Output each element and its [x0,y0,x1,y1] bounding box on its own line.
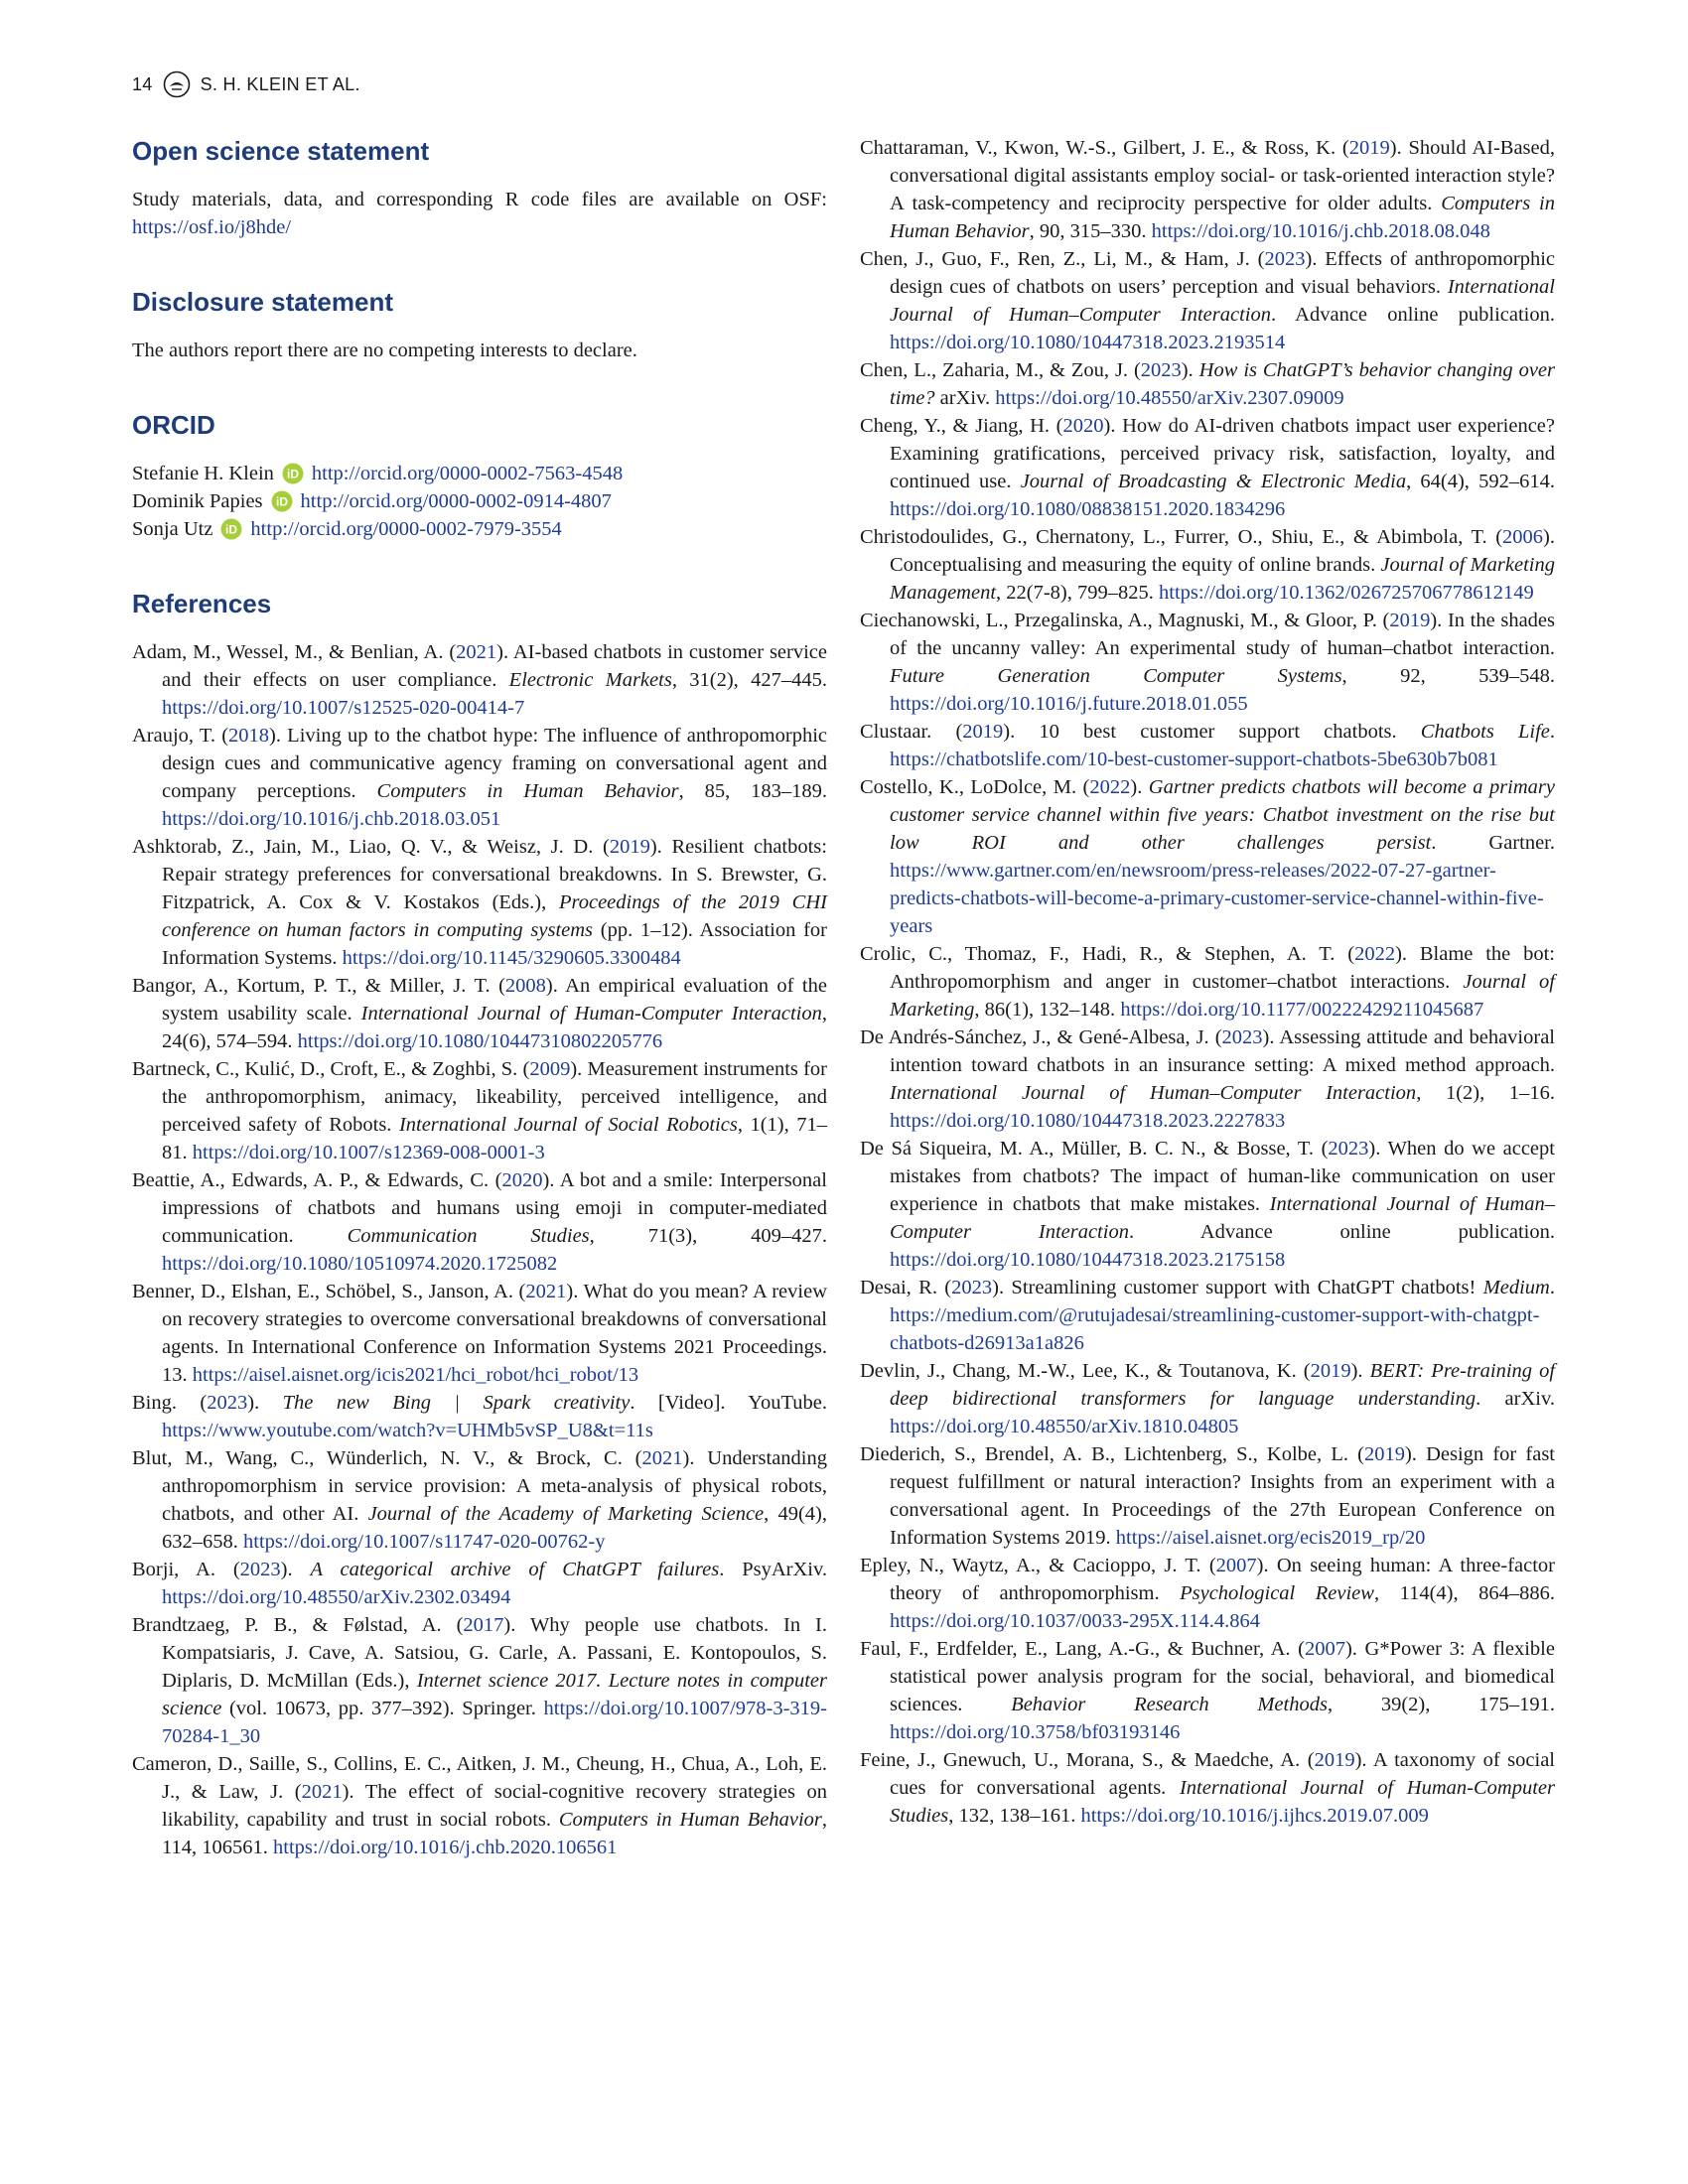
orcid-link[interactable]: http://orcid.org/0000-0002-7563-4548 [311,463,624,484]
svg-text:iD: iD [225,522,238,537]
svg-text:iD: iD [286,467,299,481]
ref-authors: Ciechanowski, L., Przegalinska, A., Magnuski, M., & Gloor, P. ( [860,610,1390,631]
ref-title: ). G*Power 3: A flexible statistical power analysis program for the social, behavioral, and biomedical sciences. [890,1638,1555,1715]
ref-source: Journal of Broadcasting & Electronic Media [1020,471,1407,492]
reference-entry [132,972,827,1055]
reference-entry [132,1278,827,1389]
ref-title: ). A taxonomy of social cues for conversational agents. [890,1749,1555,1799]
reference-entry [132,638,827,722]
ref-source: Behavior Research Methods [1011,1694,1328,1715]
ref-details: arXiv. [934,387,996,409]
ref-details: , 24(6), 574–594. [162,1003,827,1052]
ref-doi-link[interactable]: https://doi.org/10.1145/3290605.3300484 [342,947,681,969]
ref-authors: De Andrés-Sánchez, J., & Gené-Albesa, J. ( [860,1026,1222,1048]
ref-details: . [1549,1277,1555,1298]
ref-year-link[interactable]: 2021 [456,641,497,663]
ref-source: International Journal of Human-Computer Studies [890,1777,1555,1827]
ref-authors: Bing. ( [132,1392,208,1414]
running-head: S. H. KLEIN ET AL. [200,73,360,94]
ref-authors: Brandtzaeg, P. B., & Følstad, A. ( [132,1614,464,1636]
ref-source: Psychological Review [1180,1582,1374,1604]
ref-authors: Ashktorab, Z., Jain, M., Liao, Q. V., & Weisz, J. D. ( [132,836,610,858]
ref-year-link[interactable]: 2019 [1389,610,1431,631]
left-column [132,134,827,1861]
ref-details: , 90, 315–330. [1029,220,1152,242]
ref-authors: Cameron, D., Saille, S., Collins, E. C., Aitken, J. M., Cheung, H., Chua, A., Loh, E. J., & Law, J. ( [132,1753,827,1803]
reference-entry [860,1635,1555,1746]
ref-title: ). Should AI-Based, conversational digital assistants employ social- or task-oriented interaction style? A task-competency and reciprocity perspective for older adults. [890,137,1555,214]
ref-title: ). Understanding anthropomorphism in service provision: A meta-analysis of physical robots, chatbots, and other AI. [162,1447,827,1525]
ref-authors: Benner, D., Elshan, E., Schöbel, S., Janson, A. ( [132,1281,526,1302]
ref-details: , 64(4), 592–614. [1406,471,1556,492]
ref-source: International Journal of Human–Computer Interaction [890,1193,1556,1243]
ref-authors: Chattaraman, V., Kwon, W.-S., Gilbert, J. E., & Ross, K. ( [860,137,1349,159]
ref-source: Electronic Markets [508,669,672,691]
ref-title: ). Conceptualising and measuring the equity of online brands. [890,526,1555,576]
reference-entry [860,356,1555,412]
ref-doi-link[interactable]: https://doi.org/10.3758/bf03193146 [890,1721,1181,1743]
reference-entry [860,1746,1555,1830]
ref-source: Medium [1482,1277,1550,1298]
ref-year-link[interactable]: 2022 [1089,776,1131,798]
ref-authors: Christodoulides, G., Chernatony, L., Furrer, O., Shiu, E., & Abimbola, T. ( [860,526,1503,548]
ref-doi-link[interactable]: https://doi.org/10.1007/s11747-020-00762-y [243,1531,606,1553]
ref-doi-link[interactable]: https://chatbotslife.com/10-best-customer-support-chatbots-5be630b7b081 [890,749,1498,770]
ref-doi-link[interactable]: https://doi.org/10.48550/arXiv.2302.03494 [162,1586,511,1608]
ref-doi-link[interactable]: https://aisel.aisnet.org/ecis2019_rp/20 [1115,1527,1426,1549]
ref-year-link[interactable]: 2006 [1502,526,1544,548]
orcid-icon [282,463,304,484]
ref-title: ). Living up to the chatbot hype: The influence of anthropomorphic design cues and communicative agency framing on conversational agent and company perceptions. [162,725,827,802]
ref-doi-link[interactable]: https://doi.org/10.1362/026725706778612149 [1159,582,1534,604]
ref-authors: Clustaar. ( [860,721,963,743]
ref-year-link[interactable]: 2023 [239,1559,281,1580]
ref-details: (vol. 10673, pp. 377–392). Springer. [221,1698,544,1719]
ref-authors: Desai, R. ( [860,1277,952,1298]
ref-doi-link[interactable]: https://doi.org/10.1016/j.future.2018.01.055 [890,693,1248,715]
ref-details: . Gartner. [1431,832,1555,854]
ref-authors: Cheng, Y., & Jiang, H. ( [860,415,1063,437]
ref-title: ). [1130,776,1149,798]
references-list-right [860,134,1555,1830]
open-science-text: Study materials, data, and corresponding R code files are available on OSF: https://osf.io/j8hde/ [132,189,827,238]
reference-entry [860,773,1555,940]
ref-authors: De Sá Siqueira, M. A., Müller, B. C. N., & Bosse, T. ( [860,1138,1329,1160]
orcid-section [132,408,827,543]
page-number: 14 [132,73,153,94]
ref-authors: Devlin, J., Chang, M.-W., Lee, K., & Toutanova, K. ( [860,1360,1311,1382]
orcid-icon [220,518,242,540]
ref-title: ). Streamlining customer support with ChatGPT chatbots! [992,1277,1483,1298]
ref-doi-link[interactable]: https://doi.org/10.1037/0033-295X.114.4.864 [890,1610,1260,1632]
ref-source: Communication Studies [347,1225,590,1247]
ref-doi-link[interactable]: https://www.youtube.com/watch?v=UHMb5vSP_U8&t=11s [162,1420,653,1441]
ref-details: . [Video]. YouTube. [630,1392,827,1414]
orcid-entry [132,487,827,515]
orcid-list [132,460,827,543]
ref-year-link[interactable]: 2018 [228,725,270,747]
ref-source: International Journal of Human-Computer Interaction [360,1003,822,1024]
ref-year-link[interactable]: 2023 [1140,359,1182,381]
ref-source: Chatbots Life [1420,721,1550,743]
section-heading: Disclosure statement [132,287,393,317]
ref-source: International Journal of Human–Computer Interaction [890,1082,1417,1104]
ref-authors: Beattie, A., Edwards, A. P., & Edwards, C. ( [132,1169,502,1191]
ref-source: Gartner predicts chatbots will become a primary customer service channel within five years: Chatbot investment on the rise but low ROI and other challenges persist [890,776,1556,854]
ref-title: ). 10 best customer support chatbots. [1003,721,1421,743]
author-name: Sonja Utz [132,518,213,540]
ref-authors: Bangor, A., Kortum, P. T., & Miller, J. T. ( [132,975,505,997]
ref-source: International Journal of Social Robotics [398,1114,738,1136]
ref-title: ). The effect of social-cognitive recovery strategies on likability, capability and trust in social robots. [162,1781,827,1831]
reference-entry [860,1135,1555,1274]
ref-source: Computers in Human Behavior [558,1809,822,1831]
ref-title: ). How do AI-driven chatbots impact user experience? Examining gratifications, perceived privacy risk, satisfaction, loyalty, and continued use. [890,415,1555,492]
ref-title: ). Blame the bot: Anthropomorphism and anger in customer–chatbot interactions. [890,943,1555,993]
ref-details: . Advance online publication. [1128,1221,1555,1243]
running-header [132,69,360,99]
reference-entry [860,1357,1555,1440]
ref-doi-link[interactable]: https://doi.org/10.1080/10510974.2020.1725082 [162,1253,558,1275]
reference-entry [132,1055,827,1166]
right-column [860,134,1555,1830]
ref-source: BERT: Pre-training of deep bidirectional transformers for language understanding [890,1360,1556,1410]
ref-source: Computers in Human Behavior [376,780,679,802]
ref-details: , 85, 183–189. [678,780,827,802]
ref-authors: Epley, N., Waytz, A., & Cacioppo, J. T. ( [860,1555,1216,1576]
ref-doi-link[interactable]: https://medium.com/@rutujadesai/streamlining-customer-support-with-chatgpt-chatbots-d26913a1a826 [890,1304,1540,1354]
ref-source: Internet science 2017. Lecture notes in computer science [162,1670,828,1719]
reference-entry [132,1556,827,1611]
ref-year-link[interactable]: 2023 [1328,1138,1369,1160]
reference-entry [132,1611,827,1750]
ref-year-link[interactable]: 2008 [504,975,546,997]
reference-entry [132,833,827,972]
ref-source: International Journal of Human–Computer Interaction [890,276,1555,326]
reference-entry [132,1444,827,1556]
ref-doi-link[interactable]: https://doi.org/10.1007/s12525-020-00414-7 [162,697,525,719]
disclosure-text: The authors report there are no competing interests to declare. [132,340,637,361]
ref-doi-link[interactable]: https://doi.org/10.1016/j.chb.2018.08.048 [1151,220,1490,242]
ref-title: ). Why people use chatbots. In I. Kompatsiaris, J. Cave, A. Satsiou, G. Carle, A. Passani, E. Kontopoulos, S. Diplaris, D. McMillan (Eds.), [162,1614,827,1692]
open-science-section [132,134,827,241]
ref-authors: Crolic, C., Thomaz, F., Hadi, R., & Stephen, A. T. ( [860,943,1355,965]
ref-doi-link[interactable]: https://doi.org/10.1177/00222429211045687 [1120,999,1484,1021]
ref-authors: Faul, F., Erdfelder, E., Lang, A.-G., & Buchner, A. ( [860,1638,1305,1660]
ref-year-link[interactable]: 2019 [1348,137,1390,159]
reference-entry [860,523,1555,607]
ref-details: , 1(1), 71–81. [162,1114,828,1163]
reference-entry [860,1552,1555,1635]
ref-authors: Borji, A. ( [132,1559,240,1580]
ref-title: ). A bot and a smile: Interpersonal impressions of chatbots and humans using emoji in computer-mediated communication. [162,1169,827,1247]
ref-source: Computers in Human Behavior [890,193,1555,242]
orcid-entry [132,515,827,543]
orcid-link[interactable]: http://orcid.org/0000-0002-7979-3554 [250,518,562,540]
ref-year-link[interactable]: 2020 [501,1169,543,1191]
ref-year-link[interactable]: 2007 [1215,1555,1257,1576]
references-section [132,587,827,1861]
ref-details: , 86(1), 132–148. [974,999,1121,1021]
ref-year-link[interactable]: 2009 [529,1058,571,1080]
ref-source: Journal of the Academy of Marketing Science [367,1503,765,1525]
ref-authors: Costello, K., LoDolce, M. ( [860,776,1090,798]
ref-authors: Araujo, T. ( [132,725,229,747]
ref-authors: Diederich, S., Brendel, A. B., Lichtenberg, S., Kolbe, L. ( [860,1443,1364,1465]
author-name: Dominik Papies [132,490,263,512]
ref-year-link[interactable]: 2019 [1310,1360,1351,1382]
ref-title: ). On seeing human: A three-factor theory of anthropomorphism. [890,1555,1555,1604]
ref-source: A categorical archive of ChatGPT failures [310,1559,720,1580]
reference-entry [860,134,1555,245]
ref-year-link[interactable]: 2019 [609,836,650,858]
reference-entry [132,722,827,833]
svg-text:iD: iD [275,494,288,509]
ref-doi-link[interactable]: https://doi.org/10.1007/s12369-008-0001-3 [192,1142,545,1163]
ref-title: ). In the shades of the uncanny valley: An experimental study of human–chatbot interaction. [890,610,1556,659]
orcid-icon [271,490,293,512]
ref-details: , 114(4), 864–886. [1373,1582,1555,1604]
reference-entry [860,245,1555,356]
ref-details: , 92, 539–548. [1341,665,1555,687]
section-heading: ORCID [132,410,215,440]
ref-year-link[interactable]: 2023 [1221,1026,1263,1048]
ref-title: ). [280,1559,311,1580]
ref-details: , 31(2), 427–445. [671,669,828,691]
ref-doi-link[interactable]: https://doi.org/10.1016/j.chb.2020.106561 [273,1837,618,1858]
reference-entry [860,607,1555,718]
ref-authors: Bartneck, C., Kulić, D., Croft, E., & Zoghbi, S. ( [132,1058,530,1080]
ref-year-link[interactable]: 2023 [1264,248,1306,270]
ref-source: The new Bing | Spark creativity [282,1392,631,1414]
ref-source: How is ChatGPT’s behavior changing over time? [890,359,1555,409]
ref-source: Journal of Marketing Management [890,554,1555,604]
ref-year-link[interactable]: 2023 [207,1392,248,1414]
ref-title: ). Measurement instruments for the anthropomorphism, animacy, likeability, perceived intelligence, and perceived safety of Robots. [162,1058,827,1136]
ref-doi-link[interactable]: https://doi.org/10.1016/j.ijhcs.2019.07.009 [1080,1805,1429,1827]
section-heading: References [132,589,272,618]
reference-entry [860,1440,1555,1552]
ref-year-link[interactable]: 2021 [301,1781,343,1803]
ref-title: ). When do we accept mistakes from chatbots? The impact of human-like communication on user experience in chatbots that make mistakes. [890,1138,1555,1215]
ref-details: , 49(4), 632–658. [162,1503,827,1553]
ref-doi-link[interactable]: https://doi.org/10.1080/10447318.2023.2193514 [890,332,1286,353]
ref-details: (pp. 1–12). Association for Information Systems. [162,919,827,969]
osf-link[interactable]: https://osf.io/j8hde/ [132,216,292,238]
ref-doi-link[interactable]: https://doi.org/10.48550/arXiv.2307.09009 [995,387,1344,409]
reference-entry [132,1750,827,1861]
ref-details: , 22(7-8), 799–825. [996,582,1160,604]
ref-authors: Feine, J., Gnewuch, U., Morana, S., & Maedche, A. ( [860,1749,1315,1771]
ref-title: ). Resilient chatbots: Repair strategy preferences for conversational breakdowns. In S. Brewster, G. Fitzpatrick, A. Cox & V. Kostakos (Eds.), [162,836,827,913]
ref-doi-link[interactable]: https://doi.org/10.1080/10447310802205776 [297,1030,663,1052]
ref-title: ). [1350,1360,1370,1382]
ref-year-link[interactable]: 2023 [951,1277,993,1298]
orcid-entry [132,460,827,487]
ref-doi-link[interactable]: https://doi.org/10.1080/10447318.2023.2227833 [890,1110,1286,1132]
ref-doi-link[interactable]: https://doi.org/10.48550/arXiv.1810.04805 [890,1416,1239,1437]
ref-year-link[interactable]: 2007 [1304,1638,1345,1660]
author-name: Stefanie H. Klein [132,463,274,484]
ref-doi-link[interactable]: https://doi.org/10.1007/978-3-319-70284-1_30 [162,1698,827,1747]
ref-authors: Chen, J., Guo, F., Ren, Z., Li, M., & Ham, J. ( [860,248,1265,270]
ref-title: ). Effects of anthropomorphic design cues of chatbots on users’ perception and visual behaviors. [890,248,1555,298]
ref-title: ). Design for fast request fulfillment or natural interaction? Insights from an experiment with a conversational agent. In Proceedings of the 27th European Conference on Information Systems 2019. [890,1443,1555,1549]
ref-title: ). [1181,359,1199,381]
reference-entry [132,1389,827,1444]
reference-entry [860,940,1555,1024]
ref-details: . arXiv. [1476,1388,1555,1410]
ref-details: . [1549,721,1556,743]
ref-year-link[interactable]: 2021 [641,1447,683,1469]
ref-details: . PsyArXiv. [719,1559,827,1580]
ref-doi-link[interactable]: https://doi.org/10.1080/10447318.2023.2175158 [890,1249,1286,1271]
ref-source: Journal of Marketing [890,971,1555,1021]
ref-year-link[interactable]: 2021 [525,1281,567,1302]
ref-source: Proceedings of the 2019 CHI conference on human factors in computing systems [162,891,827,941]
ref-title: ). AI-based chatbots in customer service and their effects on user compliance. [162,641,827,691]
ref-doi-link[interactable]: https://doi.org/10.1080/08838151.2020.1834296 [890,498,1286,520]
orcid-link[interactable]: http://orcid.org/0000-0002-0914-4807 [300,490,612,512]
section-heading: Open science statement [132,136,430,166]
disclosure-section [132,285,827,364]
ref-details: , 114, 106561. [162,1809,827,1858]
references-list-left [132,638,827,1861]
ref-title: ). Assessing attitude and behavioral intention toward chatbots in an insurance setting: A mixed method approach. [890,1026,1555,1076]
ref-year-link[interactable]: 2019 [962,721,1004,743]
ref-title: ). [247,1392,283,1414]
reference-entry [860,1274,1555,1357]
reference-entry [860,412,1555,523]
ref-year-link[interactable]: 2019 [1314,1749,1355,1771]
ref-authors: Blut, M., Wang, C., Wünderlich, N. V., & Brock, C. ( [132,1447,642,1469]
ref-details: , 71(3), 409–427. [589,1225,827,1247]
publisher-logo-icon [163,70,191,98]
ref-details: . Advance online publication. [1270,304,1555,326]
ref-title: ). An empirical evaluation of the system usability scale. [162,975,827,1024]
reference-entry [860,718,1555,773]
ref-authors: Adam, M., Wessel, M., & Benlian, A. ( [132,641,457,663]
ref-year-link[interactable]: 2020 [1062,415,1104,437]
ref-title: ). What do you mean? A review on recovery strategies to overcome conversational breakdowns of conversational agents. In International Conference on Information Systems 2021 Proceedings. 13. [162,1281,827,1386]
ref-year-link[interactable]: 2017 [463,1614,504,1636]
ref-year-link[interactable]: 2022 [1354,943,1396,965]
ref-doi-link[interactable]: https://doi.org/10.1016/j.chb.2018.03.051 [162,808,501,830]
ref-details: , 1(2), 1–16. [1416,1082,1556,1104]
ref-details: , 132, 138–161. [948,1805,1081,1827]
ref-doi-link[interactable]: https://www.gartner.com/en/newsroom/press-releases/2022-07-27-gartner-predicts-chatbots-will-become-a-primary-customer-service-channel-within-five-years [890,860,1544,937]
reference-entry [132,1166,827,1278]
ref-authors: Chen, L., Zaharia, M., & Zou, J. ( [860,359,1141,381]
reference-entry [860,1024,1555,1135]
ref-details: , 39(2), 175–191. [1327,1694,1556,1715]
ref-doi-link[interactable]: https://aisel.aisnet.org/icis2021/hci_robot/hci_robot/13 [192,1364,639,1386]
ref-source: Future Generation Computer Systems [890,665,1342,687]
ref-year-link[interactable]: 2019 [1363,1443,1405,1465]
